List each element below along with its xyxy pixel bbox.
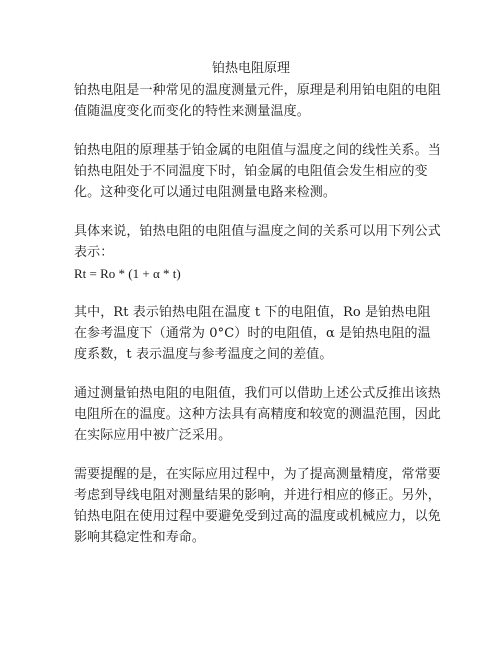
paragraph-notes: 需要提醒的是，在实际应用过程中，为了提高测量精度，常常要考虑到导线电阻对测量结果的影响，并进行相应的修正。另外，铂热电阻在使用过程中要避免受到过高的温度或机械应力，以免影响其稳定性和寿命。: [74, 467, 441, 545]
document-body: [74, 80, 442, 566]
paragraph-principle: 铂热电阻的原理基于铂金属的电阻值与温度之间的线性关系。当铂热电阻处于不同温度下时，铂金属的电阻值会发生相应的变化。这种变化可以通过电阻测量电路来检测。: [74, 143, 441, 200]
document-title: 铂热电阻原理: [211, 61, 290, 76]
formula-section: [74, 221, 442, 284]
paragraph-measurement: 通过测量铂热电阻的电阻值，我们可以借助上述公式反推出该热电阻所在的温度。这种方法具有高精度和较宽的测温范围，因此在实际应用中被广泛采用。: [74, 386, 441, 443]
paragraph-formula-intro: 具体来说，铂热电阻的电阻值与温度之间的关系可以用下列公式表示：: [74, 224, 441, 260]
paragraph-intro: 铂热电阻是一种常见的温度测量元件，原理是利用铂电阻的电阻值随温度变化而变化的特性来测量温度。: [74, 83, 441, 119]
formula: Rt = Ro * (1 + α * t): [74, 266, 181, 281]
paragraph-variables: 其中，Rt 表示铂热电阻在温度 t 下的电阻值，Ro 是铂热电阻在参考温度下（通常为 0°C）时的电阻值，α 是铂热电阻的温度系数，t 表示温度与参考温度之间的差值。: [74, 305, 431, 362]
